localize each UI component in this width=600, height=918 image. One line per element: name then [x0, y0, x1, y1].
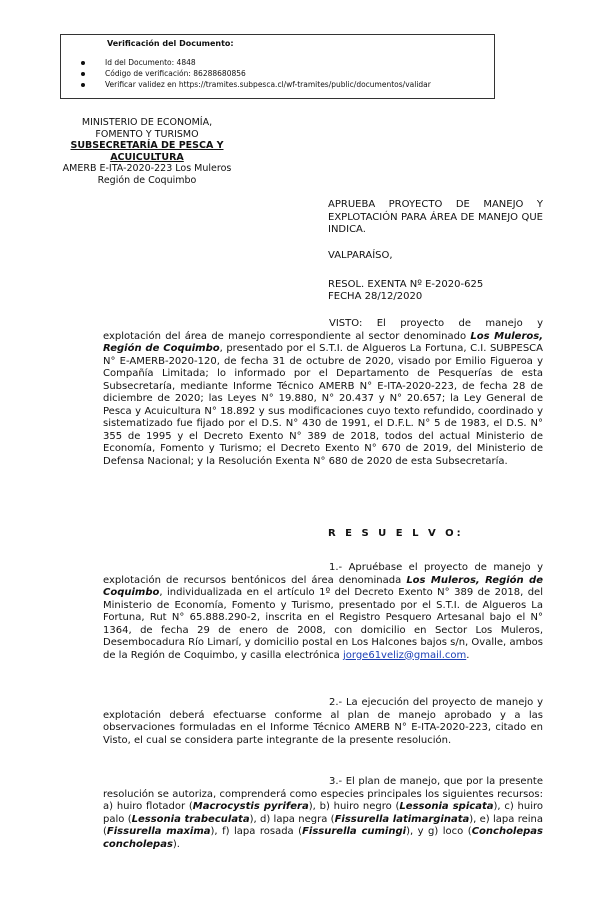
species-name: Fissurella latimarginata [334, 813, 470, 825]
species-name: Fissurella cumingi [302, 826, 407, 837]
species-name: Lessonia spicata [399, 801, 494, 812]
species-name: Fissurella maxima [106, 826, 211, 837]
list-item: Código de verificación: 86288680856 [81, 68, 431, 79]
resolution-city: VALPARAÍSO, [328, 250, 393, 261]
bullet-icon [81, 61, 85, 65]
bullet-icon [81, 83, 85, 87]
resolution-point-3: 3.- El plan de manejo, que por la presente resolución se autoriza, comprenderá como especies principales los siguientes recursos: a) huiro flotador (Macrocystis pyrifera), b) huiro negro (Lessonia spicata), c) huiro palo (Lessonia trabeculata), d) lapa negra (Fissurella latimarginata), e) lapa reina (Fissurella maxima), f) lapa rosada (Fissurella cumingi), y g) loco (Concholepas concholepas). [103, 776, 544, 850]
visto-label: VISTO: [329, 318, 363, 329]
area-name: Los Muleros, Región de Coquimbo [103, 574, 543, 598]
resolution-number: RESOL. EXENTA Nº E-2020-625 [328, 279, 484, 290]
resolution-point-2: 2.- La ejecución del proyecto de manejo y explotación deberá efectuarse conforme al plan de manejo aprobado y a las observaciones formuladas en el Informe Técnico AMERB N° E-ITA-2020-223, citado en Visto, el cual se considera parte integrante de la presente resolución. [103, 697, 543, 746]
species-name: Concholepas concholepas [103, 826, 544, 850]
area-name: Los Muleros, Región de Coquimbo [103, 330, 543, 354]
list-item: Verificar validez en https://tramites.subpesca.cl/wf-tramites/public/documentos/validar [81, 79, 431, 90]
ministry-name-2: FOMENTO Y TURISMO [95, 128, 199, 140]
resolution-point-1: 1.- Apruébase el proyecto de manejo y explotación de recursos bentónicos del área denominada Los Muleros, Región de Coquimbo, individualizada en el artículo 1º del Decreto Exento N° 389 de 2018, del Ministerio de Economía, Fomento y Turismo, presentado por el S.T.I. de Algueros La Fortuna, Rut N° 65.888.290-2, inscrita en el Registro Pesquero Artesanal bajo el N° 1364, de fecha 29 de enero de 2008, con domicilio en Sector Los Muleros, Desembocadura Río Limarí, y domicilio postal en Los Halcones bajos s/n, Ovalle, ambos de la Región de Coquimbo, y casilla electrónica jorge61veliz@gmail.com. [103, 562, 543, 661]
resuelvo-heading: R E S U E L V O: [328, 528, 464, 539]
email-link[interactable]: jorge61veliz@gmail.com [343, 649, 467, 661]
species-name: Macrocystis pyrifera [192, 801, 309, 812]
bullet-icon [81, 72, 85, 76]
ministry-name: MINISTERIO DE ECONOMÍA, [81, 117, 213, 128]
ministry-header [52, 117, 242, 186]
resolution-date: FECHA 28/12/2020 [328, 291, 423, 302]
subsecretaria-name: SUBSECRETARÍA DE PESCA Y ACUICULTURA [70, 140, 224, 163]
verification-list [81, 57, 431, 90]
verification-title: Verificación del Documento: [107, 39, 234, 48]
resolution-subject: APRUEBA PROYECTO DE MANEJO Y EXPLOTACIÓN PARA ÁREA DE MANEJO QUE INDICA. [328, 199, 543, 235]
list-item: Id del Documento: 4848 [81, 57, 431, 68]
amerb-reference: AMERB E-ITA-2020-223 Los Muleros [62, 163, 232, 174]
region-name: Región de Coquimbo [97, 174, 197, 186]
species-name: Lessonia trabeculata [131, 813, 250, 825]
verification-box [60, 34, 495, 99]
visto-paragraph: VISTO: El proyecto de manejo y explotación del área de manejo correspondiente al sector denominado Los Muleros, Región de Coquimbo, presentado por el S.T.I. de Algueros La Fortuna, C.I. SUBPESCA N° E-AMERB-2020-120, de fecha 31 de octubre de 2020, visado por Emilio Figueroa y Compañía Limitada; lo informado por el Departamento de Pesquerías de esta Subsecretaría, mediante Informe Técnico AMERB N° E-ITA-2020-223, de fecha 28 de diciembre de 2020; las Leyes N° 19.880, N° 20.437 y N° 20.657; la Ley General de Pesca y Acuicultura N° 18.892 y sus modificaciones cuyo texto refundido, coordinado y sistematizado fue fijado por el D.S. N° 430 de 1991, el D.F.L. N° 5 de 1983, el D.S. N° 355 de 1995 y el Decreto Exento N° 389 de 2018, todos del actual Ministerio de Economía, Fomento y Turismo; el Decreto Exento N° 670 de 2019, del Ministerio de Defensa Nacional; y la Resolución Exenta N° 680 de 2020 de esta Subsecretaría. [103, 318, 543, 467]
